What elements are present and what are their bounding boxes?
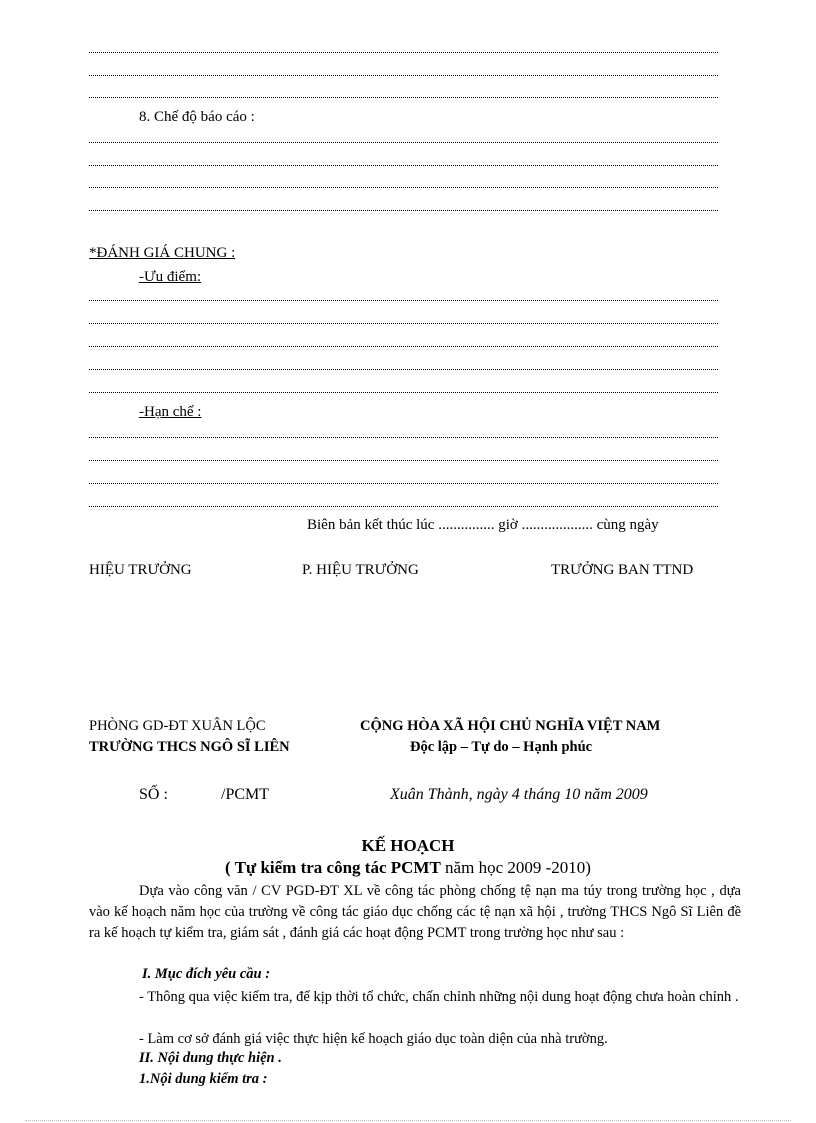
section-2-1-heading: 1.Nội dung kiểm tra :	[139, 1071, 268, 1087]
intro-paragraph: Dựa vào công văn / CV PGD-ĐT XL về công tác phòng chống tệ nạn ma túy trong trường học , dựa vào kế hoạch năm học của trường về công tác giáo dục chống các tệ nạn xã hội , trường THCS Ngô Sĩ Liên đề ra kế hoạch tự kiểm tra, giám sát , đánh giá các hoạt động PCMT trong trường học như sau :	[89, 883, 741, 941]
page-break-line	[25, 1120, 791, 1121]
answer-line	[89, 52, 718, 53]
answer-line	[89, 506, 718, 507]
signature-board-head: TRƯỞNG BAN TTND	[551, 562, 694, 578]
plan-subtitle-pre: ( Tự kiểm tra công tác	[225, 858, 391, 877]
answer-line	[89, 142, 718, 143]
answer-line	[89, 75, 718, 76]
department-name: PHÒNG GD-ĐT XUÂN LỘC	[89, 718, 266, 734]
section-1-point-1: - Thông qua việc kiểm tra, để kịp thời tổ chức, chấn chỉnh những nội dung hoạt động chưa hoàn chỉnh .	[139, 989, 739, 1005]
document-number-code: /PCMT	[221, 786, 270, 803]
answer-line	[89, 300, 718, 301]
answer-line	[89, 346, 718, 347]
plan-subtitle	[0, 858, 816, 878]
plan-title: KẾ HOẠCH	[361, 836, 455, 855]
signature-principal: HIỆU TRƯỞNG	[89, 562, 192, 578]
plan-subtitle-bold: PCMT	[390, 858, 441, 877]
answer-line	[89, 369, 718, 370]
place-and-date: Xuân Thành, ngày 4 tháng 10 năm 2009	[390, 786, 648, 803]
strengths-label: -Ưu điểm:	[139, 269, 202, 285]
republic-title: CỘNG HÒA XÃ HỘI CHỦ NGHĨA VIỆT NAM	[360, 718, 661, 734]
report-item-8: 8. Chế độ báo cáo :	[139, 109, 255, 125]
document-number-label: SỐ :	[139, 786, 168, 803]
answer-line	[89, 210, 718, 211]
answer-line	[89, 323, 718, 324]
weaknesses-label: -Hạn chế :	[139, 404, 202, 420]
national-motto: Độc lập – Tự do – Hạnh phúc	[410, 739, 593, 755]
answer-line	[89, 165, 718, 166]
section-1-heading: I. Mục đích yêu cầu :	[142, 966, 271, 982]
answer-line	[89, 392, 718, 393]
school-name: TRƯỜNG THCS NGÔ SĨ LIÊN	[89, 739, 290, 755]
answer-line	[89, 460, 718, 461]
section-2-heading: II. Nội dung thực hiện .	[139, 1050, 282, 1066]
answer-line	[89, 97, 718, 98]
answer-line	[89, 187, 718, 188]
signature-vice-principal: P. HIỆU TRƯỞNG	[302, 562, 419, 578]
closing-statement: Biên bản kết thúc lúc ............... giờ ................... cùng ngày	[307, 517, 659, 533]
plan-subtitle-post: năm học 2009 -2010)	[440, 858, 591, 877]
answer-line	[89, 483, 718, 484]
general-assessment-heading: *ĐÁNH GIÁ CHUNG :	[89, 245, 236, 261]
answer-line	[89, 437, 718, 438]
section-1-point-2: - Làm cơ sở đánh giá việc thực hiện kế hoạch giáo dục toàn diện của nhà trường.	[139, 1031, 608, 1047]
